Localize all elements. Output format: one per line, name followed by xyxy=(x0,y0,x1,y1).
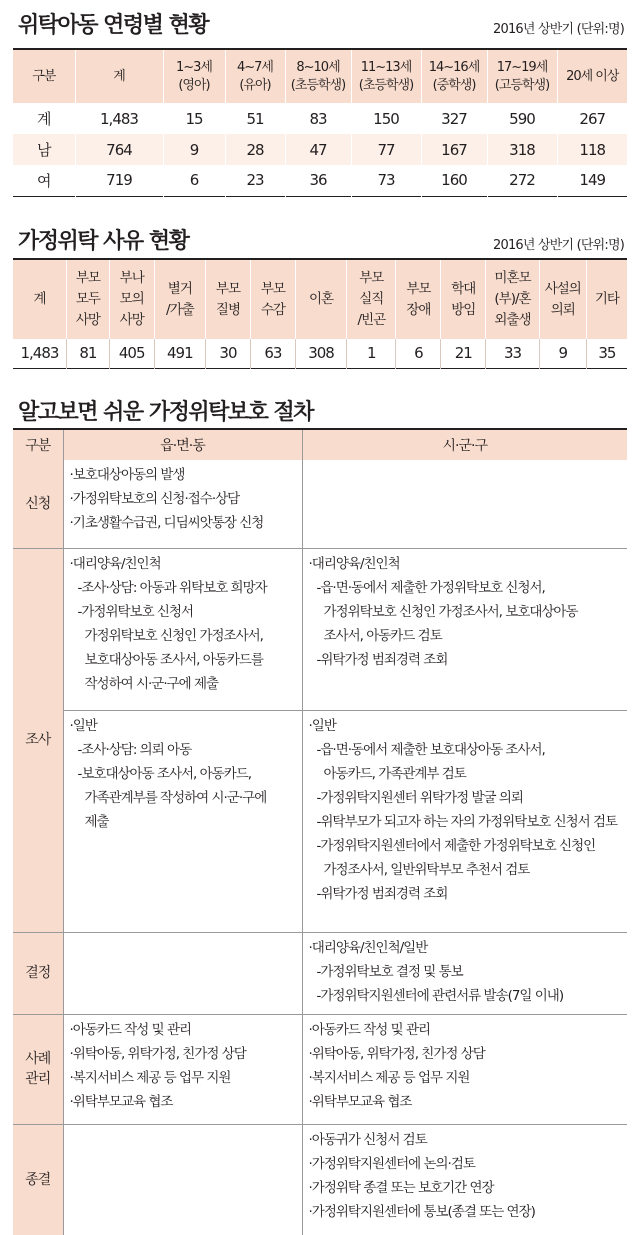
reason-value-cell: 63 xyxy=(250,339,295,368)
reason-header-cell xyxy=(486,259,539,339)
decide-city-cell xyxy=(302,932,627,1014)
age-value-cell: 51 xyxy=(225,103,285,134)
age-value-cell: 318 xyxy=(487,134,557,165)
age-header-text: 20세 이상 xyxy=(566,68,619,84)
reason-header-cell xyxy=(347,259,396,339)
section1-header xyxy=(18,8,624,39)
row-survey-general xyxy=(13,710,627,932)
age-header-text: 17~19세 xyxy=(496,59,548,75)
procedure-line: ·아동귀가 신청서 검토 xyxy=(308,1131,427,1148)
reason-header-text: 부모 xyxy=(215,280,241,297)
reason-value-cell: 81 xyxy=(66,339,109,368)
reason-header-text: 부나 xyxy=(119,270,144,286)
reason-value-cell: 491 xyxy=(154,339,205,368)
section3-title: 알고보면 쉬운 가정위탁보호 절차 xyxy=(18,400,314,425)
age-header-text: 1~3세 xyxy=(176,59,212,75)
age-value-cell: 23 xyxy=(225,165,285,196)
age-table xyxy=(13,48,627,197)
reason-header-text: 별거 xyxy=(167,280,192,297)
section2-title: 가정위탁 사유 현황 xyxy=(18,229,189,254)
reason-value-cell: 9 xyxy=(539,339,586,368)
age-value-cell: 764 xyxy=(75,134,163,165)
stage-survey: 조사 xyxy=(13,548,63,932)
age-header-text: 8~10세 xyxy=(296,59,340,75)
reason-value-cell: 33 xyxy=(486,339,539,368)
age-value-cell: 327 xyxy=(421,103,487,134)
procedure-line: -가정위탁보호 신청서 xyxy=(77,603,194,620)
age-value-cell: 83 xyxy=(285,103,351,134)
reason-value-cell: 6 xyxy=(396,339,441,368)
age-value-cell: 9 xyxy=(163,134,225,165)
reason-header-text: 부모 xyxy=(260,280,285,297)
procedure-line: ·위탁부모교육 협조 xyxy=(308,1093,412,1110)
reason-header-cell xyxy=(206,259,251,339)
procedure-line: ·보호대상아동의 발생 xyxy=(69,467,185,483)
reason-header-text: 사설의 xyxy=(544,280,581,297)
age-header-text: 11~13세 xyxy=(360,59,412,75)
age-header-cell xyxy=(285,49,351,103)
procedure-line: 가정위탁보호 신청인 가정조사서, 보호대상아동 xyxy=(323,603,578,620)
age-value-cell: 77 xyxy=(351,134,421,165)
age-header-cell xyxy=(225,49,285,103)
reason-header-text: 질병 xyxy=(215,301,241,318)
section2-note: 2016년 상반기 (단위:명) xyxy=(493,238,624,253)
procedure-line: -위탁가정 범죄경력 조회 xyxy=(316,651,448,668)
section1-note: 2016년 상반기 (단위:명) xyxy=(493,22,624,37)
row-apply xyxy=(13,460,627,548)
stage-close: 종결 xyxy=(13,1124,63,1235)
reason-value-cell: 21 xyxy=(441,339,486,368)
age-value-cell: 1,483 xyxy=(75,103,163,134)
procedure-table-header xyxy=(13,429,627,460)
age-header-cell xyxy=(351,49,421,103)
reason-header-cell xyxy=(250,259,295,339)
age-header-cell xyxy=(163,49,225,103)
reason-header-text: 사망 xyxy=(119,312,144,328)
procedure-line: -조사·상담: 의뢰 아동 xyxy=(77,741,192,758)
age-header-cell xyxy=(75,49,163,103)
reason-header-text: /빈곤 xyxy=(357,312,386,328)
procedure-line: ·위탁아동, 위탁가정, 친가정 상담 xyxy=(69,1045,246,1062)
age-row-label: 남 xyxy=(37,141,51,159)
reason-table xyxy=(13,258,627,369)
header-local: 읍·면·동 xyxy=(63,429,302,460)
age-value-cell: 160 xyxy=(421,165,487,196)
age-table-row xyxy=(13,165,627,196)
age-value-cell: 28 xyxy=(225,134,285,165)
age-header-cell xyxy=(13,49,75,103)
reason-header-text: 외출생 xyxy=(494,312,531,328)
procedure-line: -가정위탁보호 결정 및 통보 xyxy=(316,963,463,980)
reason-value-cell: 308 xyxy=(295,339,346,368)
age-header-text: 계 xyxy=(113,68,125,84)
section2-header xyxy=(18,224,624,255)
age-table-row xyxy=(13,134,627,165)
reason-header-text: 기타 xyxy=(594,291,619,307)
reason-header-text: 학대 xyxy=(451,280,476,297)
reason-value-cell: 1 xyxy=(347,339,396,368)
age-value-cell: 73 xyxy=(351,165,421,196)
reason-table-row xyxy=(13,339,627,368)
reason-header-cell xyxy=(396,259,441,339)
stage-case xyxy=(13,1014,63,1124)
procedure-line: 보호대상아동 조사서, 아동카드를 xyxy=(84,651,263,668)
survey-general-local-cell xyxy=(63,710,302,932)
procedure-line: ·아동카드 작성 및 관리 xyxy=(69,1021,192,1038)
age-value-cell: 590 xyxy=(487,103,557,134)
age-header-text: (고등학생) xyxy=(494,77,550,93)
row-survey-kin xyxy=(13,548,627,710)
procedure-line: -가정위탁지원센터에 관련서류 발송(7일 이내) xyxy=(316,987,564,1004)
reason-table-header xyxy=(13,259,627,339)
reason-header-text: 모두 xyxy=(75,291,100,307)
row-decide xyxy=(13,932,627,1014)
reason-header-cell xyxy=(13,259,66,339)
age-header-text: (유아) xyxy=(239,77,271,93)
age-row-label: 여 xyxy=(37,171,51,190)
procedure-line: 가정위탁보호 신청인 가정조사서, xyxy=(84,627,263,644)
reason-header-text: 계 xyxy=(33,291,46,307)
reason-value-cell: 35 xyxy=(586,339,627,368)
apply-local-cell xyxy=(63,460,302,548)
reason-header-text: 사망 xyxy=(75,312,100,328)
header-city: 시·군·구 xyxy=(302,429,627,460)
row-case xyxy=(13,1014,627,1124)
reason-header-cell xyxy=(154,259,205,339)
procedure-line: ·복지서비스 제공 등 업무 지원 xyxy=(69,1069,231,1086)
survey-kin-local-cell xyxy=(63,548,302,710)
reason-header-cell xyxy=(66,259,109,339)
procedure-line: ·아동카드 작성 및 관리 xyxy=(308,1021,431,1038)
procedure-line: ·위탁아동, 위탁가정, 친가정 상담 xyxy=(308,1045,485,1062)
procedure-line: ·가정위탁보호의 신청·접수·상담 xyxy=(69,491,240,507)
close-city-cell xyxy=(302,1124,627,1235)
decide-local-cell xyxy=(63,932,302,1014)
procedure-line: -읍·면·동에서 제출한 보호대상아동 조사서, xyxy=(316,741,545,758)
age-header-text: 구분 xyxy=(32,68,56,84)
age-value-cell: 150 xyxy=(351,103,421,134)
procedure-line: 작성하여 시·군·구에 제출 xyxy=(84,675,219,692)
procedure-line: ·가정위탁지원센터에 통보(종결 또는 연장) xyxy=(308,1203,535,1220)
reason-header-text: 의뢰 xyxy=(550,301,575,318)
procedure-line: 조사서, 아동카드 검토 xyxy=(323,627,442,644)
procedure-line: ·일반 xyxy=(308,717,336,734)
reason-header-text: 부모 xyxy=(75,270,100,286)
reason-header-text: 방임 xyxy=(451,301,476,318)
procedure-line: ·대리양육/친인척/일반 xyxy=(308,939,428,956)
reason-header-text: 실직 xyxy=(359,291,384,307)
reason-value-cell: 405 xyxy=(109,339,154,368)
section1-title: 위탁아동 연령별 현황 xyxy=(18,13,209,38)
procedure-line: ·대리양육/친인척 xyxy=(69,555,161,572)
age-value-cell: 118 xyxy=(557,134,627,165)
reason-header-text: /가출 xyxy=(166,301,194,318)
procedure-line: -보호대상아동 조사서, 아동카드, xyxy=(77,765,252,782)
age-header-text: 14~16세 xyxy=(428,59,480,75)
age-value-cell: 47 xyxy=(285,134,351,165)
reason-header-text: 부모 xyxy=(406,280,431,297)
stage-apply: 신청 xyxy=(13,460,63,548)
procedure-line: ·대리양육/친인척 xyxy=(308,555,400,572)
case-local-cell xyxy=(63,1014,302,1124)
age-value-cell: 15 xyxy=(163,103,225,134)
reason-header-cell xyxy=(295,259,346,339)
apply-city-cell xyxy=(302,460,627,548)
age-header-cell xyxy=(487,49,557,103)
procedure-line: 가정조사서, 일반위탁부모 추천서 검토 xyxy=(323,861,530,878)
age-value-cell: 36 xyxy=(285,165,351,196)
age-header-text: (초등학생) xyxy=(290,77,346,93)
survey-kin-city-cell xyxy=(302,548,627,710)
procedure-line: ·복지서비스 제공 등 업무 지원 xyxy=(308,1069,470,1086)
age-header-cell xyxy=(421,49,487,103)
procedure-line: ·가정위탁 종결 또는 보호기간 연장 xyxy=(308,1179,494,1196)
age-table-row xyxy=(13,103,627,134)
procedure-line: ·일반 xyxy=(69,717,97,734)
procedure-line: 아동카드, 가족관계부 검토 xyxy=(323,765,466,782)
procedure-line: 제출 xyxy=(84,813,109,830)
reason-header-cell xyxy=(441,259,486,339)
age-header-cell xyxy=(557,49,627,103)
section3-header xyxy=(18,395,624,426)
age-value-cell: 6 xyxy=(163,165,225,196)
procedure-line: -가정위탁지원센터 위탁가정 발굴 의뢰 xyxy=(316,789,523,806)
procedure-line: -조사·상담: 아동과 위탁보호 희망자 xyxy=(77,579,267,596)
stage-case-line1: 사례 xyxy=(25,1051,51,1067)
age-value-cell: 272 xyxy=(487,165,557,196)
reason-header-text: 장애 xyxy=(406,301,431,318)
procedure-line: ·기초생활수급권, 디딤씨앗통장 신청 xyxy=(69,515,264,531)
stage-decide: 결정 xyxy=(13,932,63,1014)
reason-value-cell: 30 xyxy=(206,339,251,368)
age-header-text: (영아) xyxy=(178,77,210,93)
age-value-cell: 267 xyxy=(557,103,627,134)
age-value-cell: 149 xyxy=(557,165,627,196)
age-value-cell: 167 xyxy=(421,134,487,165)
age-header-text: (중학생) xyxy=(432,77,476,93)
procedure-table xyxy=(13,428,627,1235)
procedure-line: ·위탁부모교육 협조 xyxy=(69,1093,173,1110)
age-table-header xyxy=(13,49,627,103)
reason-header-text: 이혼 xyxy=(308,291,334,307)
age-header-text: (초등학생) xyxy=(358,77,414,93)
procedure-line: -위탁가정 범죄경력 조회 xyxy=(316,885,448,902)
procedure-line: -위탁부모가 되고자 하는 자의 가정위탁보호 신청서 검토 xyxy=(316,813,618,830)
reason-header-cell xyxy=(586,259,627,339)
reason-header-text: 미혼모 xyxy=(494,270,531,286)
procedure-line: ·가정위탁지원센터에 논의·검토 xyxy=(308,1155,475,1172)
procedure-line: -가정위탁지원센터에서 제출한 가정위탁보호 신청인 xyxy=(316,837,596,854)
reason-header-text: (부)/혼 xyxy=(494,291,531,307)
reason-header-text: 부모 xyxy=(359,270,384,286)
reason-header-text: 모의 xyxy=(119,291,144,307)
reason-value-cell: 1,483 xyxy=(20,344,59,363)
close-local-cell xyxy=(63,1124,302,1235)
reason-header-cell xyxy=(109,259,154,339)
age-row-label: 계 xyxy=(37,110,51,128)
stage-case-line2: 관리 xyxy=(25,1071,51,1087)
row-close xyxy=(13,1124,627,1235)
case-city-cell xyxy=(302,1014,627,1124)
procedure-line: 가족관계부를 작성하여 시·군·구에 xyxy=(84,789,267,806)
reason-header-cell xyxy=(539,259,586,339)
reason-header-text: 수감 xyxy=(260,301,285,318)
age-value-cell: 719 xyxy=(75,165,163,196)
survey-general-city-cell xyxy=(302,710,627,932)
procedure-line: -읍·면·동에서 제출한 가정위탁보호 신청서, xyxy=(316,579,545,596)
age-header-text: 4~7세 xyxy=(237,59,273,75)
header-category: 구분 xyxy=(13,429,63,460)
